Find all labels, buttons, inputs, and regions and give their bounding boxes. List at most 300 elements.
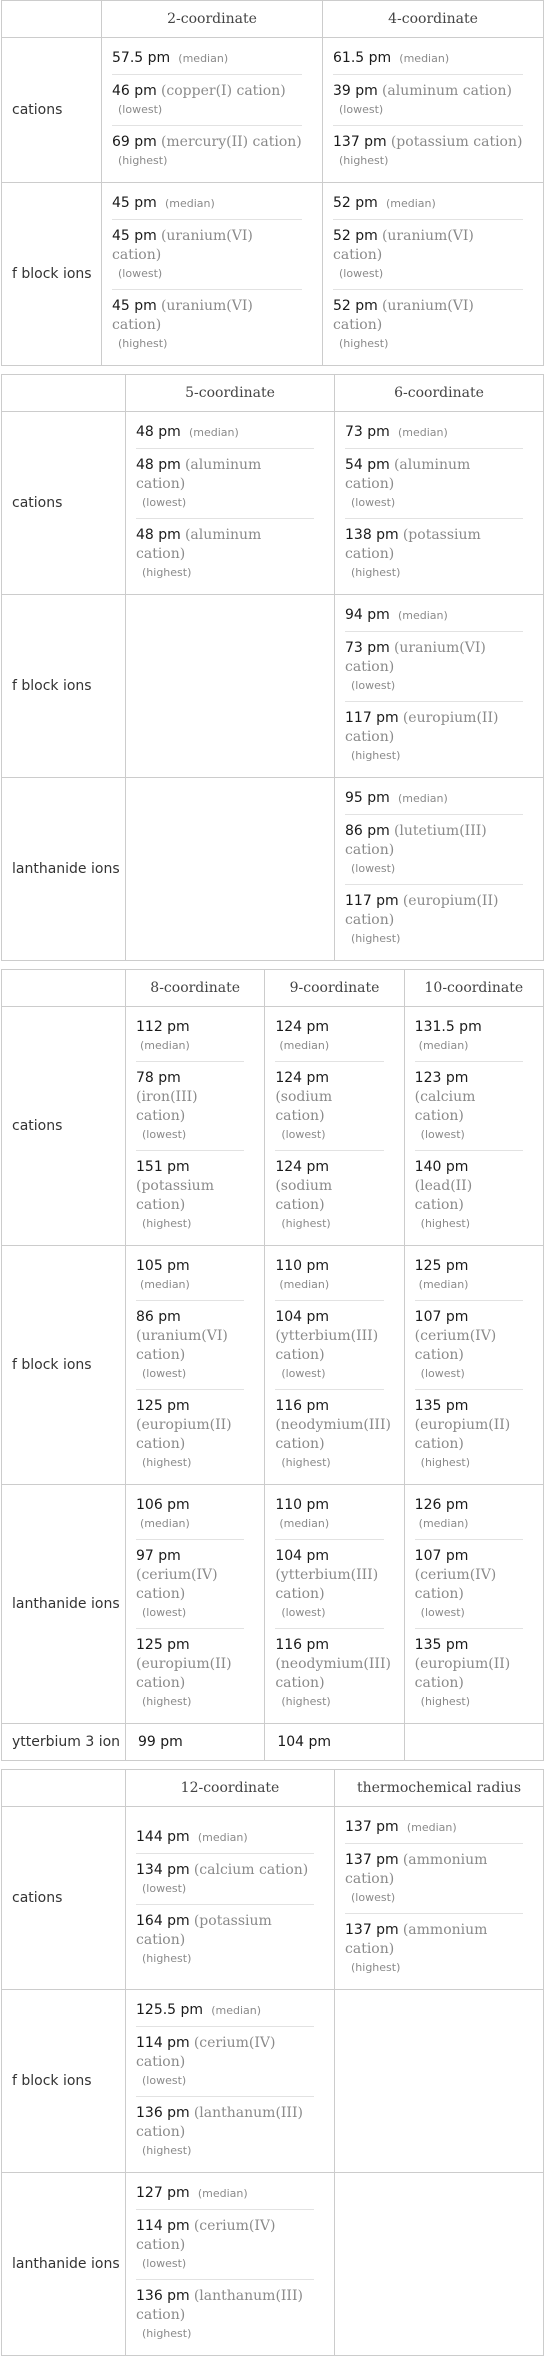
column-header: 2-coordinate bbox=[102, 1, 323, 38]
ion-name: (cerium(IV) cation) bbox=[414, 1328, 497, 1363]
measured-value: 86 pm bbox=[136, 1309, 181, 1325]
measured-value: 117 pm bbox=[345, 893, 399, 909]
value-entry bbox=[136, 1389, 244, 1478]
value-entry bbox=[345, 416, 523, 448]
statistic-tag: (highest) bbox=[118, 337, 168, 350]
ion-name: (europium(II) cation) bbox=[345, 710, 499, 745]
statistic-tag: (median) bbox=[211, 2004, 262, 2017]
statistic-tag: (highest) bbox=[142, 2327, 192, 2340]
value-entry bbox=[136, 1300, 244, 1389]
measured-value: 127 pm bbox=[136, 2185, 190, 2201]
value-cell bbox=[126, 1990, 335, 2173]
ion-name: (europium(II) cation) bbox=[136, 1656, 232, 1691]
statistic-tag: (highest) bbox=[339, 337, 389, 350]
measured-value: 137 pm bbox=[333, 134, 387, 150]
value-entry bbox=[345, 1811, 523, 1843]
measured-value: 73 pm bbox=[345, 424, 390, 440]
measured-value: 54 pm bbox=[345, 457, 390, 473]
value-entry bbox=[333, 42, 523, 74]
row-header: f block ions bbox=[2, 595, 126, 778]
statistic-tag: (lowest) bbox=[420, 1367, 465, 1380]
value-entry bbox=[415, 1250, 523, 1300]
measured-value: 117 pm bbox=[345, 710, 399, 726]
ion-name: (calcium cation) bbox=[414, 1089, 476, 1124]
value-entry bbox=[136, 1011, 244, 1061]
value-entry bbox=[275, 1539, 383, 1628]
measured-value: 52 pm bbox=[333, 195, 378, 211]
measured-value: 123 pm bbox=[414, 1070, 469, 1086]
statistic-tag: (highest) bbox=[339, 154, 389, 167]
measured-value: 94 pm bbox=[345, 607, 390, 623]
ion-name: (aluminum cation) bbox=[136, 457, 262, 492]
statistic-tag: (lowest) bbox=[142, 2257, 187, 2270]
statistic-tag: (median) bbox=[279, 1517, 330, 1530]
measured-value: 131.5 pm bbox=[414, 1019, 482, 1035]
statistic-tag: (highest) bbox=[142, 2144, 192, 2157]
corner-cell bbox=[2, 375, 126, 412]
measured-value: 124 pm bbox=[275, 1019, 330, 1035]
value-entry bbox=[136, 1061, 244, 1150]
value-cell bbox=[404, 1485, 543, 1724]
measured-value: 126 pm bbox=[414, 1497, 469, 1513]
ion-name: (calcium cation) bbox=[193, 1861, 309, 1878]
statistic-tag: (median) bbox=[399, 52, 450, 65]
ion-name: (neodymium(III) cation) bbox=[275, 1417, 391, 1452]
statistic-tag: (lowest) bbox=[118, 103, 163, 116]
value-cell bbox=[335, 1807, 544, 1990]
measured-value: 137 pm bbox=[345, 1819, 399, 1835]
measured-value: 112 pm bbox=[136, 1019, 190, 1035]
ion-name: (lead(II) cation) bbox=[414, 1178, 473, 1213]
results-table bbox=[1, 1769, 544, 2356]
ion-name: (uranium(VI) cation) bbox=[333, 228, 474, 263]
value-entry bbox=[333, 289, 523, 359]
measured-value: 116 pm bbox=[275, 1398, 330, 1414]
value-cell: 104 pm bbox=[265, 1724, 404, 1761]
value-cell bbox=[335, 2173, 544, 2356]
ion-name: (potassium cation) bbox=[390, 134, 523, 150]
value-entry bbox=[112, 289, 302, 359]
value-entry bbox=[345, 518, 523, 588]
value-entry bbox=[136, 1853, 314, 1904]
table-row bbox=[2, 1485, 544, 1724]
value-entry bbox=[136, 448, 314, 518]
value-cell bbox=[126, 1007, 265, 1246]
statistic-tag: (lowest) bbox=[281, 1367, 326, 1380]
ion-name: (uranium(VI) cation) bbox=[112, 298, 253, 333]
corner-cell bbox=[2, 970, 126, 1007]
statistic-tag: (median) bbox=[164, 197, 215, 210]
value-entry bbox=[345, 599, 523, 631]
table-row bbox=[2, 412, 544, 595]
statistic-tag: (lowest) bbox=[351, 496, 396, 509]
header-row bbox=[2, 1, 544, 38]
row-header: cations bbox=[2, 412, 126, 595]
measured-value: 104 pm bbox=[275, 1548, 330, 1564]
ion-name: (potassium cation) bbox=[345, 527, 481, 562]
measured-value: 45 pm bbox=[112, 195, 157, 211]
measured-value: 78 pm bbox=[136, 1070, 181, 1086]
measured-value: 164 pm bbox=[136, 1912, 190, 1929]
ion-name: (uranium(VI) cation) bbox=[136, 1328, 228, 1363]
value-entry bbox=[136, 1628, 244, 1717]
column-header: 6-coordinate bbox=[335, 375, 544, 412]
statistic-tag: (lowest) bbox=[351, 862, 396, 875]
measured-value: 144 pm bbox=[136, 1828, 190, 1845]
value-cell bbox=[265, 1007, 404, 1246]
value-cell bbox=[404, 1724, 543, 1761]
measured-value: 57.5 pm bbox=[112, 50, 171, 66]
value-entry bbox=[345, 701, 523, 771]
table-row bbox=[2, 1990, 544, 2173]
row-header: cations bbox=[2, 1807, 126, 1990]
measured-value: 124 pm bbox=[275, 1159, 330, 1175]
value-entry bbox=[333, 219, 523, 289]
value-cell bbox=[126, 1485, 265, 1724]
statistic-tag: (median) bbox=[140, 1517, 190, 1530]
measured-value: 39 pm bbox=[333, 83, 378, 99]
value-cell bbox=[404, 1007, 543, 1246]
column-header: 12-coordinate bbox=[126, 1770, 335, 1807]
statistic-tag: (highest) bbox=[142, 1217, 192, 1230]
row-header: f block ions bbox=[2, 1990, 126, 2173]
measured-value: 125 pm bbox=[136, 1637, 190, 1653]
value-entry bbox=[333, 125, 523, 176]
results-table bbox=[1, 0, 544, 366]
results-table bbox=[1, 969, 544, 1761]
ion-name: (lanthanum(III) cation) bbox=[136, 2105, 303, 2140]
statistic-tag: (lowest) bbox=[351, 679, 396, 692]
value-entry bbox=[136, 2279, 314, 2349]
ion-name: (ytterbium(III) cation) bbox=[275, 1567, 379, 1602]
value-entry bbox=[345, 782, 523, 814]
ion-name: (mercury(II) cation) bbox=[160, 134, 302, 150]
value-entry bbox=[136, 2177, 314, 2209]
ion-name: (lanthanum(III) cation) bbox=[136, 2288, 303, 2323]
value-entry bbox=[415, 1300, 523, 1389]
statistic-tag: (lowest) bbox=[142, 1367, 187, 1380]
ion-name: (potassium cation) bbox=[136, 1912, 272, 1948]
value-cell bbox=[335, 778, 544, 961]
statistic-tag: (median) bbox=[140, 1039, 190, 1052]
statistic-tag: (lowest) bbox=[351, 1891, 396, 1904]
value-entry bbox=[275, 1489, 383, 1539]
measured-value: 97 pm bbox=[136, 1548, 181, 1564]
statistic-tag: (highest) bbox=[351, 932, 401, 945]
value-entry bbox=[112, 74, 302, 125]
value-cell bbox=[323, 183, 544, 366]
ion-name: (cerium(IV) cation) bbox=[136, 1567, 218, 1602]
table-row bbox=[2, 778, 544, 961]
value-entry bbox=[136, 2209, 314, 2279]
statistic-tag: (highest) bbox=[420, 1695, 471, 1708]
measured-value: 46 pm bbox=[112, 83, 157, 99]
value-entry bbox=[415, 1628, 523, 1717]
value-cell bbox=[265, 1485, 404, 1724]
header-row bbox=[2, 1770, 544, 1807]
row-header: cations bbox=[2, 1007, 126, 1246]
ion-name: (uranium(VI) cation) bbox=[345, 640, 486, 675]
statistic-tag: (highest) bbox=[351, 1961, 401, 1974]
value-entry bbox=[112, 42, 302, 74]
statistic-tag: (highest) bbox=[142, 1456, 192, 1469]
value-entry bbox=[112, 125, 302, 176]
measured-value: 125 pm bbox=[136, 1398, 190, 1414]
value-cell: 99 pm bbox=[126, 1724, 265, 1761]
statistic-tag: (lowest) bbox=[142, 1881, 187, 1895]
statistic-tag: (median) bbox=[406, 1821, 457, 1834]
ion-name: (sodium cation) bbox=[275, 1089, 333, 1124]
ion-name: (europium(II) cation) bbox=[414, 1656, 511, 1691]
value-entry bbox=[415, 1150, 523, 1239]
value-entry bbox=[136, 416, 314, 448]
measured-value: 61.5 pm bbox=[333, 50, 392, 66]
value-entry bbox=[345, 448, 523, 518]
measured-value: 110 pm bbox=[275, 1258, 330, 1274]
measured-value: 140 pm bbox=[414, 1159, 469, 1175]
value-entry bbox=[345, 631, 523, 701]
statistic-tag: (median) bbox=[197, 1830, 248, 1844]
ion-name: (europium(II) cation) bbox=[345, 893, 499, 928]
value-cell bbox=[404, 1246, 543, 1485]
statistic-tag: (median) bbox=[418, 1517, 469, 1530]
value-entry bbox=[345, 1843, 523, 1913]
measured-value: 69 pm bbox=[112, 134, 157, 150]
value-entry bbox=[275, 1250, 383, 1300]
ion-name: (uranium(VI) cation) bbox=[112, 228, 253, 263]
measured-value: 110 pm bbox=[275, 1497, 330, 1513]
value-entry bbox=[345, 884, 523, 954]
value-cell bbox=[126, 778, 335, 961]
value-entry bbox=[415, 1061, 523, 1150]
ion-name: (cerium(IV) cation) bbox=[414, 1567, 497, 1602]
ion-name: (cerium(IV) cation) bbox=[136, 2035, 276, 2070]
measured-value: 48 pm bbox=[136, 457, 181, 473]
table-row bbox=[2, 38, 544, 183]
statistic-tag: (lowest) bbox=[142, 1606, 187, 1619]
table-row bbox=[2, 1724, 544, 1761]
statistic-tag: (median) bbox=[140, 1278, 190, 1291]
value-entry bbox=[415, 1011, 523, 1061]
measured-value: 52 pm bbox=[333, 298, 378, 314]
statistic-tag: (highest) bbox=[142, 1951, 192, 1965]
measured-value: 73 pm bbox=[345, 640, 390, 656]
measured-value: 86 pm bbox=[345, 823, 390, 839]
measured-value: 137 pm bbox=[345, 1922, 399, 1938]
table-row bbox=[2, 595, 544, 778]
measured-value: 48 pm bbox=[136, 424, 181, 440]
statistic-tag: (highest) bbox=[351, 749, 401, 762]
value-cell bbox=[102, 183, 323, 366]
measured-value: 105 pm bbox=[136, 1258, 190, 1274]
ion-name: (aluminum cation) bbox=[136, 527, 262, 562]
measured-value: 114 pm bbox=[136, 2218, 190, 2234]
value-entry bbox=[136, 1904, 314, 1974]
measured-value: 114 pm bbox=[136, 2035, 190, 2051]
ion-name: (ytterbium(III) cation) bbox=[275, 1328, 379, 1363]
statistic-tag: (lowest) bbox=[281, 1128, 326, 1141]
table-row bbox=[2, 1246, 544, 1485]
measured-value: 45 pm bbox=[112, 298, 157, 314]
statistic-tag: (lowest) bbox=[420, 1128, 465, 1141]
value-cell bbox=[265, 1246, 404, 1485]
value-entry bbox=[275, 1389, 391, 1478]
column-header: 8-coordinate bbox=[126, 970, 265, 1007]
measured-value: 138 pm bbox=[345, 527, 399, 543]
column-header: 10-coordinate bbox=[404, 970, 543, 1007]
table-row bbox=[2, 1007, 544, 1246]
measured-value: 52 pm bbox=[333, 228, 378, 244]
row-header: ytterbium 3 ion bbox=[2, 1724, 126, 1761]
table-row bbox=[2, 183, 544, 366]
column-header: 5-coordinate bbox=[126, 375, 335, 412]
value-cell bbox=[126, 412, 335, 595]
ion-name: (aluminum cation) bbox=[381, 83, 512, 99]
measured-value: 107 pm bbox=[414, 1548, 469, 1564]
row-header: lanthanide ions bbox=[2, 2173, 126, 2356]
results-table bbox=[1, 374, 544, 961]
statistic-tag: (median) bbox=[397, 426, 448, 439]
ion-name: (potassium cation) bbox=[136, 1178, 214, 1213]
measured-value: 134 pm bbox=[136, 1861, 190, 1878]
ion-name: (ammonium cation) bbox=[345, 1922, 488, 1957]
statistic-tag: (lowest) bbox=[142, 2074, 187, 2087]
value-entry bbox=[345, 1913, 523, 1983]
value-entry bbox=[415, 1489, 523, 1539]
measured-value: 48 pm bbox=[136, 527, 181, 543]
value-cell bbox=[335, 595, 544, 778]
header-row bbox=[2, 970, 544, 1007]
value-cell bbox=[126, 1807, 335, 1990]
measured-value: 135 pm bbox=[414, 1637, 469, 1653]
column-header: thermochemical radius bbox=[335, 1770, 544, 1807]
row-header: lanthanide ions bbox=[2, 778, 126, 961]
ion-name: (sodium cation) bbox=[275, 1178, 333, 1213]
ion-name: (lutetium(III) cation) bbox=[345, 823, 487, 858]
statistic-tag: (highest) bbox=[142, 566, 192, 579]
row-header: lanthanide ions bbox=[2, 1485, 126, 1724]
value-entry bbox=[415, 1389, 523, 1478]
statistic-tag: (median) bbox=[418, 1039, 469, 1052]
statistic-tag: (lowest) bbox=[142, 496, 187, 509]
ion-name: (neodymium(III) cation) bbox=[275, 1656, 391, 1691]
statistic-tag: (highest) bbox=[142, 1695, 192, 1708]
value-cell bbox=[102, 38, 323, 183]
ion-name: (cerium(IV) cation) bbox=[136, 2218, 276, 2253]
value-entry bbox=[136, 1539, 244, 1628]
value-cell bbox=[126, 1246, 265, 1485]
value-entry bbox=[275, 1628, 391, 1717]
value-entry bbox=[112, 187, 302, 219]
value-entry bbox=[112, 219, 302, 289]
measured-value: 106 pm bbox=[136, 1497, 190, 1513]
measured-value: 136 pm bbox=[136, 2288, 190, 2304]
row-header: f block ions bbox=[2, 1246, 126, 1485]
value-cell bbox=[335, 412, 544, 595]
ion-name: (europium(II) cation) bbox=[136, 1417, 232, 1452]
statistic-tag: (highest) bbox=[281, 1695, 331, 1708]
value-entry bbox=[136, 1821, 314, 1853]
statistic-tag: (lowest) bbox=[142, 1128, 187, 1141]
statistic-tag: (lowest) bbox=[118, 267, 163, 280]
statistic-tag: (median) bbox=[397, 792, 448, 805]
statistic-tag: (lowest) bbox=[339, 103, 384, 116]
measured-value: 136 pm bbox=[136, 2105, 190, 2121]
statistic-tag: (highest) bbox=[420, 1456, 471, 1469]
corner-cell bbox=[2, 1770, 126, 1807]
measured-value: 45 pm bbox=[112, 228, 157, 244]
measured-value: 104 pm bbox=[275, 1309, 330, 1325]
value-entry bbox=[345, 814, 523, 884]
measured-value: 125.5 pm bbox=[136, 2002, 204, 2018]
value-entry bbox=[136, 1994, 314, 2026]
row-header: f block ions bbox=[2, 183, 102, 366]
header-row bbox=[2, 375, 544, 412]
statistic-tag: (lowest) bbox=[339, 267, 384, 280]
measured-value: 95 pm bbox=[345, 790, 390, 806]
statistic-tag: (lowest) bbox=[281, 1606, 326, 1619]
column-header: 9-coordinate bbox=[265, 970, 404, 1007]
value-cell bbox=[335, 1990, 544, 2173]
measured-value: 135 pm bbox=[414, 1398, 469, 1414]
statistic-tag: (median) bbox=[197, 2187, 248, 2200]
column-header: 4-coordinate bbox=[323, 1, 544, 38]
corner-cell bbox=[2, 1, 102, 38]
measured-value: 124 pm bbox=[275, 1070, 330, 1086]
row-header: cations bbox=[2, 38, 102, 183]
value-entry bbox=[333, 74, 523, 125]
statistic-tag: (highest) bbox=[351, 566, 401, 579]
value-entry bbox=[275, 1061, 383, 1150]
measured-value: 107 pm bbox=[414, 1309, 469, 1325]
measured-value: 137 pm bbox=[345, 1852, 399, 1868]
statistic-tag: (highest) bbox=[118, 154, 168, 167]
value-entry bbox=[136, 518, 314, 588]
statistic-tag: (highest) bbox=[281, 1217, 331, 1230]
value-entry bbox=[136, 1489, 244, 1539]
value-cell bbox=[323, 38, 544, 183]
value-entry bbox=[415, 1539, 523, 1628]
value-entry bbox=[275, 1011, 383, 1061]
ion-name: (iron(III) cation) bbox=[136, 1089, 198, 1124]
table-row bbox=[2, 2173, 544, 2356]
statistic-tag: (highest) bbox=[281, 1456, 331, 1469]
statistic-tag: (median) bbox=[397, 609, 448, 622]
statistic-tag: (highest) bbox=[420, 1217, 471, 1230]
value-entry bbox=[136, 2026, 314, 2096]
measured-value: 151 pm bbox=[136, 1159, 190, 1175]
statistic-tag: (median) bbox=[279, 1039, 330, 1052]
value-entry bbox=[275, 1300, 383, 1389]
measured-value: 116 pm bbox=[275, 1637, 330, 1653]
statistic-tag: (median) bbox=[385, 197, 436, 210]
value-cell bbox=[126, 595, 335, 778]
value-entry bbox=[136, 2096, 314, 2166]
statistic-tag: (median) bbox=[279, 1278, 330, 1291]
value-entry bbox=[333, 187, 523, 219]
statistic-tag: (median) bbox=[188, 426, 239, 439]
value-entry bbox=[275, 1150, 383, 1239]
statistic-tag: (lowest) bbox=[420, 1606, 465, 1619]
ion-name: (aluminum cation) bbox=[345, 457, 471, 492]
statistic-tag: (median) bbox=[178, 52, 229, 65]
ion-name: (uranium(VI) cation) bbox=[333, 298, 474, 333]
ion-name: (copper(I) cation) bbox=[160, 83, 286, 99]
ion-name: (ammonium cation) bbox=[345, 1852, 488, 1887]
statistic-tag: (median) bbox=[418, 1278, 469, 1291]
table-row bbox=[2, 1807, 544, 1990]
value-entry bbox=[136, 1150, 244, 1239]
